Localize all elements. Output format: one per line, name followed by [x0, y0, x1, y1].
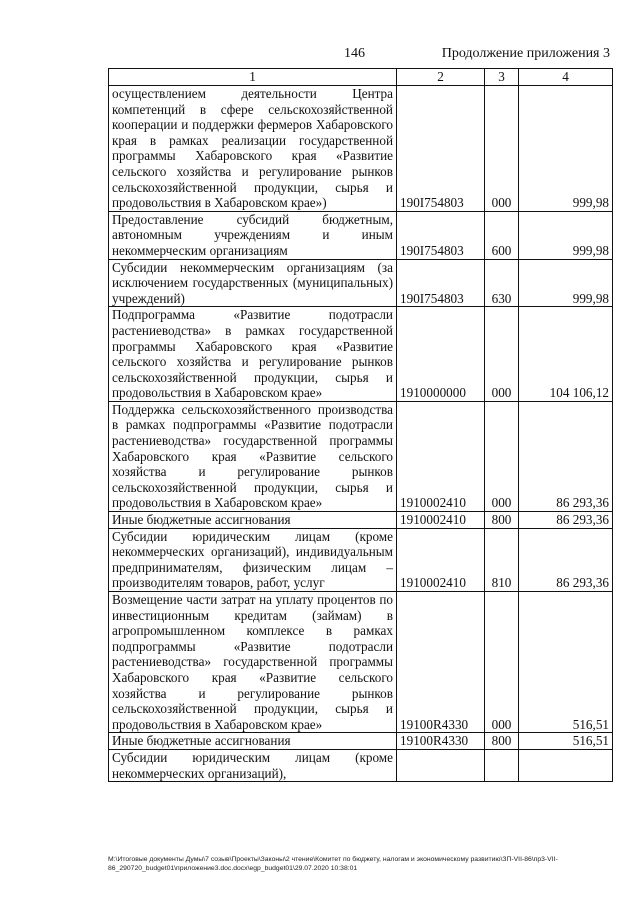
row-description: Субсидии юридическим лицам (кроме некоммерческих организаций), индивидуальным предпринимателям, физическим лицам – производителям товаров, работ, услуг [109, 528, 397, 591]
row-target-code: 1910000000 [397, 307, 485, 402]
table-row [109, 749, 613, 781]
row-description: Предоставление субсидий бюджетным, автономным учреждениям и иным некоммерческим организациям [109, 211, 397, 259]
row-description: Возмещение части затрат на уплату процентов по инвестиционным кредитам (займам) в агропромышленном комплексе в рамках подпрограммы «Развитие подотрасли растениеводства» государственной программы Хабаровского края «Развитие сельского хозяйства и регулирование рынков сельскохозяйственной продукции, сырья и продовольствия в Хабаровском крае» [109, 592, 397, 733]
row-expense-type: 630 [485, 259, 519, 307]
row-target-code [397, 749, 485, 781]
row-expense-type: 800 [485, 733, 519, 750]
row-amount: 516,51 [519, 733, 613, 750]
row-target-code: 190I754803 [397, 86, 485, 212]
row-amount [519, 749, 613, 781]
row-target-code: 1910002410 [397, 512, 485, 529]
row-expense-type: 800 [485, 512, 519, 529]
document-path-footer: М:\Итоговые документы Думы\7 созыв\Проекты\Законы\2 чтение\Комитет по бюджету, налогам и экономическому развитию\ЗП-VII-86\пр3-VII-86_290720_budget01\приложение3.doc.docx\egp_budget01\29.07.2020 10:38:01 [108, 856, 558, 872]
column-number-row [109, 69, 613, 86]
table-row [109, 211, 613, 259]
page-header [0, 46, 640, 66]
row-expense-type: 000 [485, 307, 519, 402]
page-number: 146 [344, 46, 365, 61]
row-description: Поддержка сельскохозяйственного производства в рамках подпрограммы «Развитие подотрасли растениеводства» государственной программы Хабаровского края «Развитие сельского хозяйства и регулирование рынков сельскохозяйственной продукции, сырья и продовольствия в Хабаровском крае» [109, 401, 397, 511]
row-amount: 999,98 [519, 259, 613, 307]
row-target-code: 1910002410 [397, 401, 485, 511]
row-amount: 104 106,12 [519, 307, 613, 402]
table-row [109, 733, 613, 750]
row-description: Субсидии юридическим лицам (кроме некоммерческих организаций), [109, 749, 397, 781]
row-description: осуществлением деятельности Центра компетенций в сфере сельскохозяйственной кооперации и поддержки фермеров Хабаровского края в рамках реализации государственной программы Хабаровского края «Развитие сельского хозяйства и регулирование рынков сельскохозяйственной продукции, сырья и продовольствия в Хабаровском крае») [109, 86, 397, 212]
table-row [109, 401, 613, 511]
table-row [109, 512, 613, 529]
table-row [109, 86, 613, 212]
row-description: Субсидии некоммерческим организациям (за исключением государственных (муниципальных) учреждений) [109, 259, 397, 307]
column-header-1: 1 [109, 69, 397, 86]
table-row [109, 592, 613, 733]
row-description: Иные бюджетные ассигнования [109, 512, 397, 529]
row-amount: 516,51 [519, 592, 613, 733]
continuation-label: Продолжение приложения 3 [441, 46, 610, 61]
row-description: Иные бюджетные ассигнования [109, 733, 397, 750]
row-target-code: 190I754803 [397, 211, 485, 259]
row-target-code: 190I754803 [397, 259, 485, 307]
row-expense-type [485, 749, 519, 781]
row-expense-type: 000 [485, 401, 519, 511]
row-target-code: 1910002410 [397, 528, 485, 591]
column-header-2: 2 [397, 69, 485, 86]
row-amount: 86 293,36 [519, 401, 613, 511]
budget-table-body [109, 69, 613, 782]
row-description: Подпрограмма «Развитие подотрасли растениеводства» в рамках государственной программы Хабаровского края «Развитие сельского хозяйства и регулирование рынков сельскохозяйственной продукции, сырья и продовольствия в Хабаровском крае» [109, 307, 397, 402]
column-header-4: 4 [519, 69, 613, 86]
column-header-3: 3 [485, 69, 519, 86]
row-expense-type: 000 [485, 86, 519, 212]
row-target-code: 19100R4330 [397, 733, 485, 750]
row-amount: 999,98 [519, 211, 613, 259]
row-amount: 999,98 [519, 86, 613, 212]
row-expense-type: 600 [485, 211, 519, 259]
row-amount: 86 293,36 [519, 528, 613, 591]
row-amount: 86 293,36 [519, 512, 613, 529]
budget-table [108, 68, 613, 782]
row-expense-type: 810 [485, 528, 519, 591]
row-target-code: 19100R4330 [397, 592, 485, 733]
table-row [109, 307, 613, 402]
table-row [109, 528, 613, 591]
table-row [109, 259, 613, 307]
row-expense-type: 000 [485, 592, 519, 733]
